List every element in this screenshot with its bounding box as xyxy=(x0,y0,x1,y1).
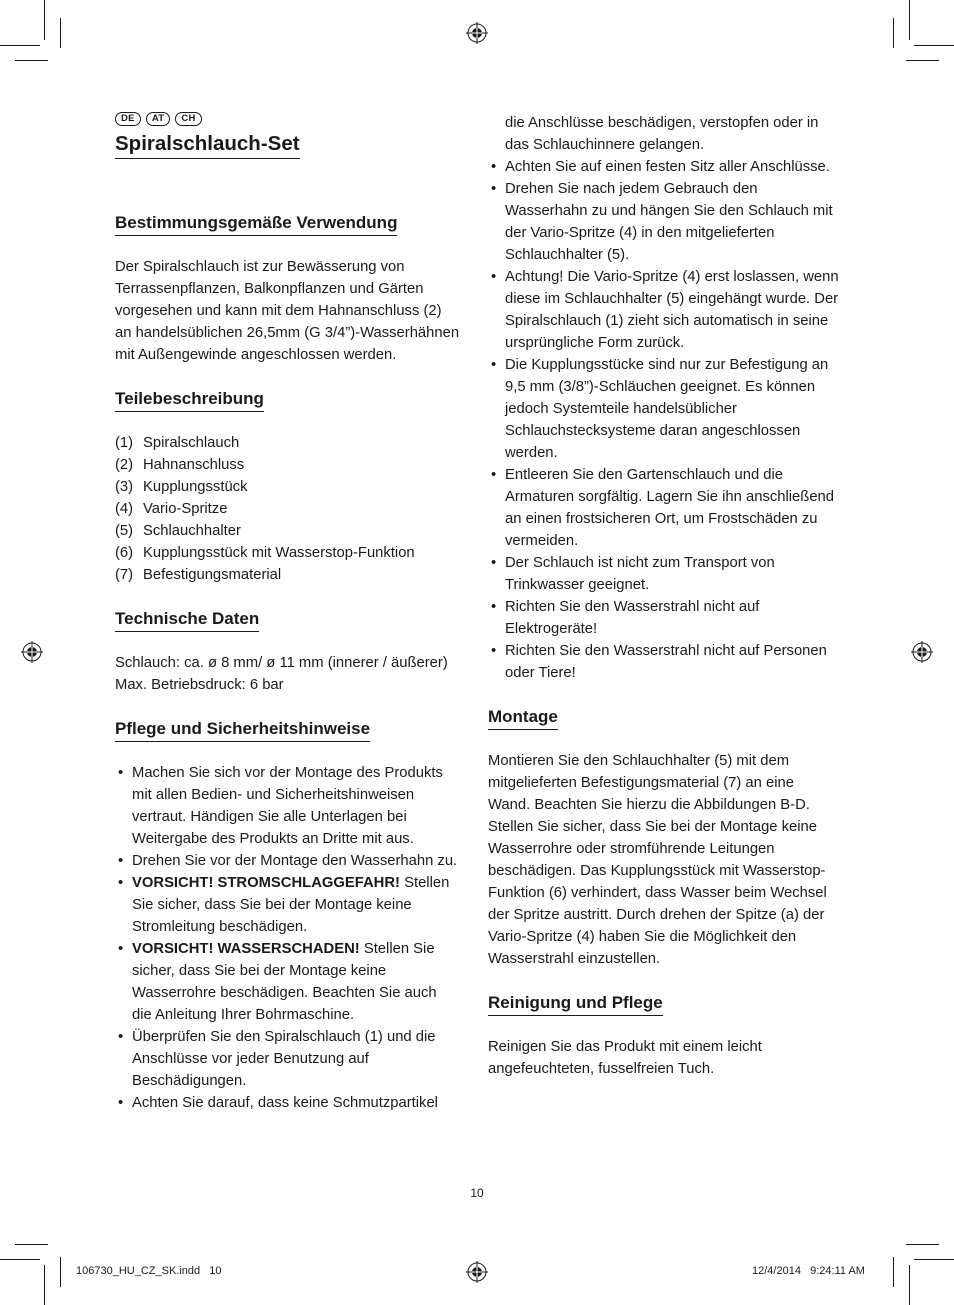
heading-parts: Teilebeschreibung xyxy=(115,388,264,412)
list-item: • Achten Sie darauf, dass keine Schmutzpartikel xyxy=(115,1092,460,1114)
country-badges xyxy=(115,112,460,126)
heading-care: Pflege und Sicherheitshinweise xyxy=(115,718,370,742)
list-item: (5) Schlauchhalter xyxy=(115,523,241,539)
cleaning-text: Reinigen Sie das Produkt mit einem leicht angefeuchteten, fusselfreien Tuch. xyxy=(488,1039,762,1077)
list-item: (3) Kupplungsstück xyxy=(115,479,248,495)
list-item: • Entleeren Sie den Gartenschlauch und die Armaturen sorgfältig. Lagern Sie ihn anschließend an einen frostsicheren Ort, um Frostschäden zu vermeiden. xyxy=(488,464,840,552)
registration-mark-icon xyxy=(21,641,43,663)
list-item: (2) Hahnanschluss xyxy=(115,457,245,473)
document-title: Spiralschlauch-Set xyxy=(115,131,300,159)
page-number: 10 xyxy=(470,1186,484,1200)
list-item: die Anschlüsse beschädigen, verstopfen oder in das Schlauchinnere gelangen. xyxy=(505,115,819,153)
registration-mark-icon xyxy=(911,641,933,663)
list-item: (1) Spiralschlauch xyxy=(115,435,240,451)
list-item: • Achtung! Die Vario-Spritze (4) erst loslassen, wenn diese im Schlauchhalter (5) eingehängt wurde. Der Spiralschlauch (1) zieht sich automatisch in seine ursprüngliche Form zurück. xyxy=(488,266,840,354)
list-item: • Richten Sie den Wasserstrahl nicht auf Personen oder Tiere! xyxy=(488,640,840,684)
list-item: (4) Vario-Spritze xyxy=(115,501,228,517)
country-badge-de: DE xyxy=(115,112,141,126)
left-column xyxy=(115,112,460,1114)
registration-mark-icon xyxy=(466,22,488,44)
heading-assembly: Montage xyxy=(488,706,558,730)
care-list-left xyxy=(115,762,460,1114)
list-item: • Drehen Sie vor der Montage den Wasserhahn zu. xyxy=(115,850,460,872)
date-slug: 12/4/2014 9:24:11 AM xyxy=(752,1265,865,1277)
assembly-text: Montieren Sie den Schlauchhalter (5) mit dem mitgelieferten Befestigungsmaterial (7) an eine Wand. Beachten Sie hierzu die Abbildungen B-D. Stellen Sie sicher, dass Sie bei der Montage keine Wasserrohre oder stromführende Leitungen beschädigen. Das Kupplungsstück mit Wasserstop-Funktion (6) verhindert, dass Wasser beim Wechsel der Spritze austritt. Durch drehen der Spitze (a) der Vario-Spritze (4) haben Sie die Möglichkeit den Wasserstrahl einzustellen. xyxy=(488,753,827,967)
list-item: • Richten Sie den Wasserstrahl nicht auf Elektrogeräte! xyxy=(488,596,840,640)
registration-mark-icon xyxy=(466,1261,488,1283)
country-badge-ch: CH xyxy=(175,112,201,126)
list-item: • Überprüfen Sie den Spiralschlauch (1) und die Anschlüsse vor jeder Benutzung auf Beschädigungen. xyxy=(115,1026,460,1092)
usage-text: Der Spiralschlauch ist zur Bewässerung von Terrassenpflanzen, Balkonpflanzen und Gärten vorgesehen und kann mit dem Hahnanschluss (2) an handelsüblichen 26,5mm (G 3/4”)-Wasserhähnen mit Außengewinde angeschlossen werden. xyxy=(115,259,460,363)
list-item: • Der Schlauch ist nicht zum Transport von Trinkwasser geeignet. xyxy=(488,552,840,596)
list-item: • Machen Sie sich vor der Montage des Produkts mit allen Bedien- und Sicherheitshinweisen vertraut. Händigen Sie alle Unterlagen bei Weitergabe des Produkts an Dritte mit aus. xyxy=(115,762,460,850)
parts-list xyxy=(115,432,460,586)
tech-pressure: Max. Betriebsdruck: 6 bar xyxy=(115,677,284,693)
heading-usage: Bestimmungsgemäße Verwendung xyxy=(115,212,397,236)
tech-hose: Schlauch: ca. ø 8 mm/ ø 11 mm (innerer / äußerer) xyxy=(115,655,448,671)
heading-tech: Technische Daten xyxy=(115,608,259,632)
country-badge-at: AT xyxy=(146,112,171,126)
list-item: (7) Befestigungsmaterial xyxy=(115,567,282,583)
list-item: (6) Kupplungsstück mit Wasserstop-Funktion xyxy=(115,545,415,561)
heading-cleaning: Reinigung und Pflege xyxy=(488,992,663,1016)
file-slug: 106730_HU_CZ_SK.indd 10 xyxy=(76,1265,222,1277)
list-item: • VORSICHT! WASSERSCHADEN! Stellen Sie sicher, dass Sie bei der Montage keine Wasserrohre beschädigen. Beachten Sie auch die Anleitung Ihrer Bohrmaschine. xyxy=(115,938,460,1026)
list-item: • VORSICHT! STROMSCHLAGGEFAHR! Stellen Sie sicher, dass Sie bei der Montage keine Stromleitung beschädigen. xyxy=(115,872,460,938)
right-column xyxy=(488,112,840,1080)
list-item: • Drehen Sie nach jedem Gebrauch den Wasserhahn zu und hängen Sie den Schlauch mit der Vario-Spritze (4) in den mitgelieferten Schlauchhalter (5). xyxy=(488,178,840,266)
care-list-right xyxy=(488,112,840,684)
list-item: • Die Kupplungsstücke sind nur zur Befestigung an 9,5 mm (3/8”)-Schläuchen geeignet. Es können jedoch Systemteile handelsüblicher Schlauchstecksysteme daran angeschlossen werden. xyxy=(488,354,840,464)
list-item: • Achten Sie auf einen festen Sitz aller Anschlüsse. xyxy=(488,156,840,178)
